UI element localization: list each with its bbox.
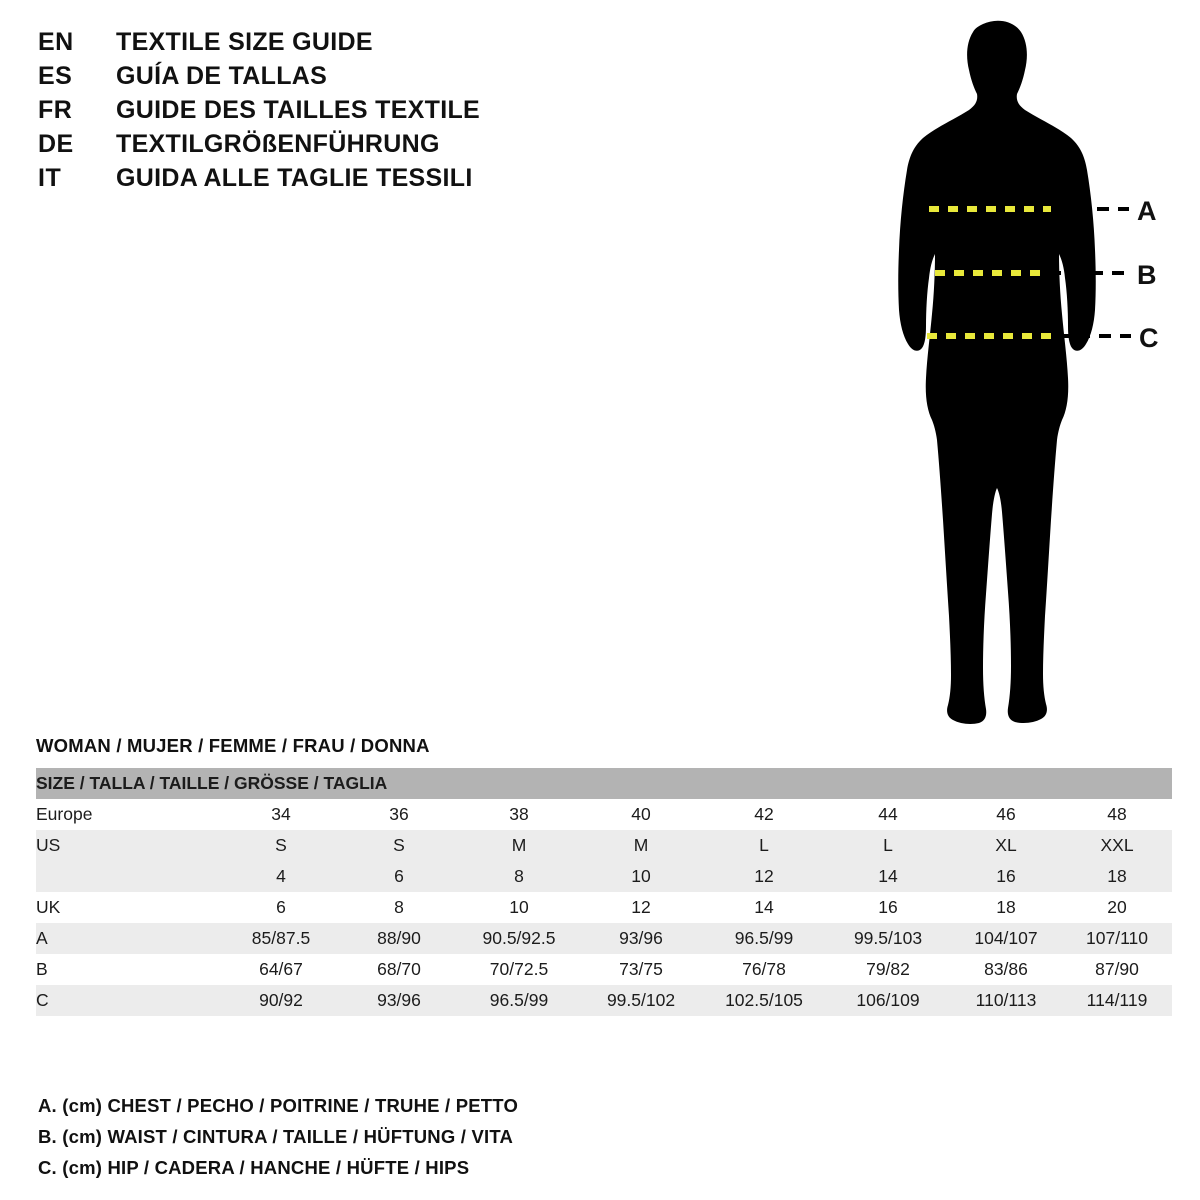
table-header-label: SIZE / TALLA / TAILLE / GRÖSSE / TAGLIA: [36, 768, 1172, 799]
cell-value: S: [222, 830, 340, 861]
table-row: [36, 799, 1172, 830]
table-row: [36, 985, 1172, 1016]
cell-value: 85/87.5: [222, 923, 340, 954]
cell-value: XXL: [1062, 830, 1172, 861]
title-row: [38, 96, 658, 130]
size-table-section: [36, 735, 1172, 1016]
cell-value: 79/82: [826, 954, 950, 985]
cell-value: L: [826, 830, 950, 861]
cell-value: 6: [340, 861, 458, 892]
cell-value: XL: [950, 830, 1062, 861]
cell-value: 14: [826, 861, 950, 892]
cell-value: 34: [222, 799, 340, 830]
cell-value: M: [458, 830, 580, 861]
cell-value: 99.5/102: [580, 985, 702, 1016]
female-silhouette-icon: [855, 10, 1185, 750]
title-lang-code: IT: [38, 164, 62, 192]
cell-value: 99.5/103: [826, 923, 950, 954]
title-row: [38, 62, 658, 96]
cell-value: 93/96: [580, 923, 702, 954]
title-text: TEXTILE SIZE GUIDE: [116, 28, 373, 56]
cell-value: 4: [222, 861, 340, 892]
cell-value: 70/72.5: [458, 954, 580, 985]
cell-value: 18: [1062, 861, 1172, 892]
title-text: GUIDE DES TAILLES TEXTILE: [116, 96, 481, 124]
cell-value: 68/70: [340, 954, 458, 985]
cell-value: 44: [826, 799, 950, 830]
cell-value: 16: [826, 892, 950, 923]
cell-value: 18: [950, 892, 1062, 923]
cell-value: 90.5/92.5: [458, 923, 580, 954]
cell-value: 6: [222, 892, 340, 923]
title-lang-code: ES: [38, 62, 73, 90]
cell-value: 102.5/105: [702, 985, 826, 1016]
cell-value: 107/110: [1062, 923, 1172, 954]
cell-value: 106/109: [826, 985, 950, 1016]
cell-value: 76/78: [702, 954, 826, 985]
row-label: Europe: [36, 799, 222, 830]
cell-value: 12: [580, 892, 702, 923]
row-label: B: [36, 954, 222, 985]
row-label: UK: [36, 892, 222, 923]
table-row: [36, 861, 1172, 892]
row-label: A: [36, 923, 222, 954]
cell-value: 90/92: [222, 985, 340, 1016]
cell-value: L: [702, 830, 826, 861]
row-label: US: [36, 830, 222, 861]
cell-value: 40: [580, 799, 702, 830]
cell-value: 8: [340, 892, 458, 923]
cell-value: 8: [458, 861, 580, 892]
cell-value: 10: [580, 861, 702, 892]
cell-value: 64/67: [222, 954, 340, 985]
section-heading: WOMAN / MUJER / FEMME / FRAU / DONNA: [36, 735, 430, 756]
cell-value: 73/75: [580, 954, 702, 985]
cell-value: 104/107: [950, 923, 1062, 954]
title-lang-code: DE: [38, 130, 74, 158]
cell-value: 48: [1062, 799, 1172, 830]
title-lang-code: EN: [38, 28, 74, 56]
cell-value: 12: [702, 861, 826, 892]
title-text: GUÍA DE TALLAS: [116, 62, 328, 90]
legend-line-c: C. (cm) HIP / CADERA / HANCHE / HÜFTE / HIPS: [38, 1157, 470, 1178]
size-table: [36, 768, 1172, 1016]
cell-value: 16: [950, 861, 1062, 892]
silhouette-shape: [898, 21, 1096, 724]
cell-value: 36: [340, 799, 458, 830]
cell-value: 46: [950, 799, 1062, 830]
title-lang-code: FR: [38, 96, 73, 124]
cell-value: 20: [1062, 892, 1172, 923]
cell-value: 38: [458, 799, 580, 830]
row-label: C: [36, 985, 222, 1016]
body-measurement-figure: [855, 10, 1185, 750]
table-header-row: [36, 768, 1172, 799]
measure-label-c: C: [1139, 323, 1159, 353]
measurement-legend: [38, 1090, 738, 1183]
table-row: [36, 954, 1172, 985]
cell-value: 110/113: [950, 985, 1062, 1016]
table-row: [36, 923, 1172, 954]
table-row: [36, 892, 1172, 923]
row-label: [36, 861, 222, 892]
cell-value: S: [340, 830, 458, 861]
table-row: [36, 830, 1172, 861]
cell-value: 114/119: [1062, 985, 1172, 1016]
legend-line-b: B. (cm) WAIST / CINTURA / TAILLE / HÜFTUNG / VITA: [38, 1126, 514, 1147]
cell-value: 42: [702, 799, 826, 830]
cell-value: 83/86: [950, 954, 1062, 985]
cell-value: 96.5/99: [702, 923, 826, 954]
cell-value: M: [580, 830, 702, 861]
cell-value: 10: [458, 892, 580, 923]
legend-line-a: A. (cm) CHEST / PECHO / POITRINE / TRUHE / PETTO: [38, 1095, 519, 1116]
title-block: [38, 28, 658, 198]
measure-label-b: B: [1137, 260, 1157, 290]
title-text: TEXTILGRÖßENFÜHRUNG: [116, 130, 440, 158]
cell-value: 87/90: [1062, 954, 1172, 985]
cell-value: 93/96: [340, 985, 458, 1016]
cell-value: 96.5/99: [458, 985, 580, 1016]
cell-value: 14: [702, 892, 826, 923]
title-row: [38, 28, 658, 62]
cell-value: 88/90: [340, 923, 458, 954]
measure-label-a: A: [1137, 196, 1157, 226]
title-row: [38, 130, 658, 164]
title-row: [38, 164, 658, 198]
title-text: GUIDA ALLE TAGLIE TESSILI: [116, 164, 473, 192]
